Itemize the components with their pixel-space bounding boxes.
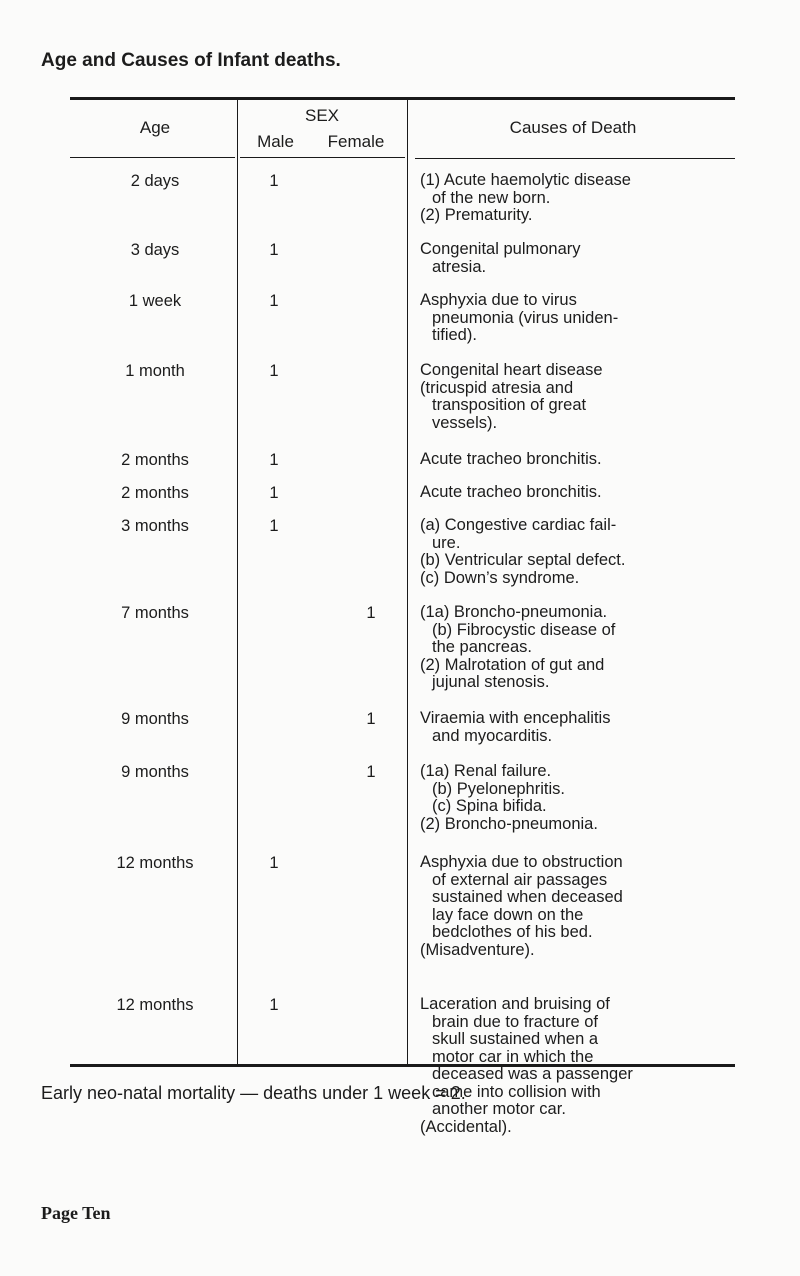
age-cell: 7 months (121, 604, 189, 622)
cause-line: Congenital heart disease (420, 361, 603, 379)
cause-line: (c) Spina bifida. (432, 797, 547, 815)
cause-line: (2) Broncho-pneumonia. (420, 814, 598, 833)
cause-cell (420, 517, 790, 587)
cause-line: pneumonia (virus uniden- (432, 308, 619, 327)
cause-line: Acute tracheo bronchitis. (420, 450, 602, 468)
cause-line: transposition of great (432, 396, 587, 414)
cause-cell (420, 362, 790, 432)
cause-line: (b) Pyelonephritis. (432, 779, 565, 798)
cause-line: (Accidental). (420, 1117, 512, 1136)
header-age: Age (139, 118, 171, 137)
footer-note: Early neo-natal mortality — deaths under 1 week = 2. (41, 1083, 466, 1103)
page-number: Page Ten (41, 1203, 111, 1223)
cause-line: (1a) Renal failure. (420, 762, 552, 780)
cause-line: (1a) Broncho-pneumonia. (420, 603, 608, 621)
table-top-rule (70, 97, 735, 100)
header-female: Female (327, 132, 385, 151)
cause-line: (1) Acute haemolytic disease (420, 171, 631, 189)
cause-cell (420, 854, 790, 959)
header-male: Male (257, 132, 294, 151)
cause-line: vessels). (432, 413, 498, 432)
male-count-cell: 1 (269, 451, 279, 469)
header-causes: Causes of Death (509, 118, 637, 137)
cause-line: (a) Congestive cardiac fail- (420, 516, 617, 534)
age-cell: 9 months (121, 763, 189, 781)
cause-cell (420, 172, 790, 225)
male-count-cell: 1 (269, 996, 279, 1014)
cause-line: motor car in which the (432, 1047, 594, 1066)
male-count-cell: 1 (269, 172, 279, 190)
age-cell: 1 month (125, 362, 185, 380)
cause-cell (420, 292, 790, 345)
cause-line: jujunal stenosis. (432, 673, 550, 691)
header-sex: SEX (304, 106, 340, 125)
cause-cell (420, 604, 790, 692)
cause-line: sustained when deceased (432, 888, 623, 906)
cause-line: came into collision with (432, 1082, 601, 1101)
female-count-cell: 1 (366, 604, 376, 622)
cause-line: atresia. (432, 257, 487, 276)
cause-line: Viraemia with encephalitis (420, 709, 611, 727)
header-underline-causes (415, 158, 735, 159)
header-underline-age (70, 157, 235, 158)
male-count-cell: 1 (269, 484, 279, 502)
cause-line: tified). (432, 326, 477, 344)
cause-line: another motor car. (432, 1100, 566, 1118)
cause-cell (420, 241, 790, 276)
page-title: Age and Causes of Infant deaths. (41, 50, 341, 71)
cause-line: of the new born. (432, 188, 551, 207)
cause-line: deceased was a passenger (432, 1065, 633, 1083)
male-count-cell: 1 (269, 362, 279, 380)
age-cell: 1 week (128, 292, 182, 310)
cause-cell (420, 996, 790, 1136)
cause-line: Congenital pulmonary (420, 240, 581, 258)
cause-line: Asphyxia due to obstruction (420, 853, 623, 871)
cause-cell (420, 710, 790, 745)
cause-cell (420, 763, 790, 833)
cause-line: (Misadventure). (420, 940, 535, 959)
cause-line: (2) Malrotation of gut and (420, 655, 605, 674)
cause-line: lay face down on the (432, 905, 584, 924)
age-cell: 3 months (121, 517, 189, 535)
cause-line: (b) Fibrocystic disease of (432, 620, 616, 639)
age-cell: 2 months (121, 484, 189, 502)
cause-cell (420, 451, 790, 469)
cause-line: ure. (432, 533, 461, 552)
age-cell: 12 months (116, 854, 194, 872)
female-count-cell: 1 (366, 763, 376, 781)
age-cell: 12 months (116, 996, 194, 1014)
cause-line: bedclothes of his bed. (432, 923, 593, 941)
age-cell: 3 days (130, 241, 180, 259)
cause-line: (b) Ventricular septal defect. (420, 551, 626, 569)
cause-line: Laceration and bruising of (420, 995, 610, 1013)
column-divider-sex-causes (407, 100, 408, 1065)
cause-line: brain due to fracture of (432, 1012, 599, 1031)
male-count-cell: 1 (269, 292, 279, 310)
cause-line: (c) Down’s syndrome. (420, 568, 580, 587)
age-cell: 2 days (130, 172, 180, 190)
cause-line: (2) Prematurity. (420, 206, 533, 224)
age-cell: 9 months (121, 710, 189, 728)
cause-line: of external air passages (432, 870, 608, 889)
cause-line: skull sustained when a (432, 1030, 599, 1048)
cause-line: the pancreas. (432, 638, 532, 656)
cause-line: (tricuspid atresia and (420, 378, 574, 397)
cause-cell (420, 484, 790, 502)
male-count-cell: 1 (269, 241, 279, 259)
cause-line: and myocarditis. (432, 726, 553, 745)
cause-line: Acute tracheo bronchitis. (420, 483, 602, 501)
cause-line: Asphyxia due to virus (420, 291, 577, 309)
male-count-cell: 1 (269, 854, 279, 872)
female-count-cell: 1 (366, 710, 376, 728)
male-count-cell: 1 (269, 517, 279, 535)
header-underline-sex (240, 157, 405, 158)
age-cell: 2 months (121, 451, 189, 469)
